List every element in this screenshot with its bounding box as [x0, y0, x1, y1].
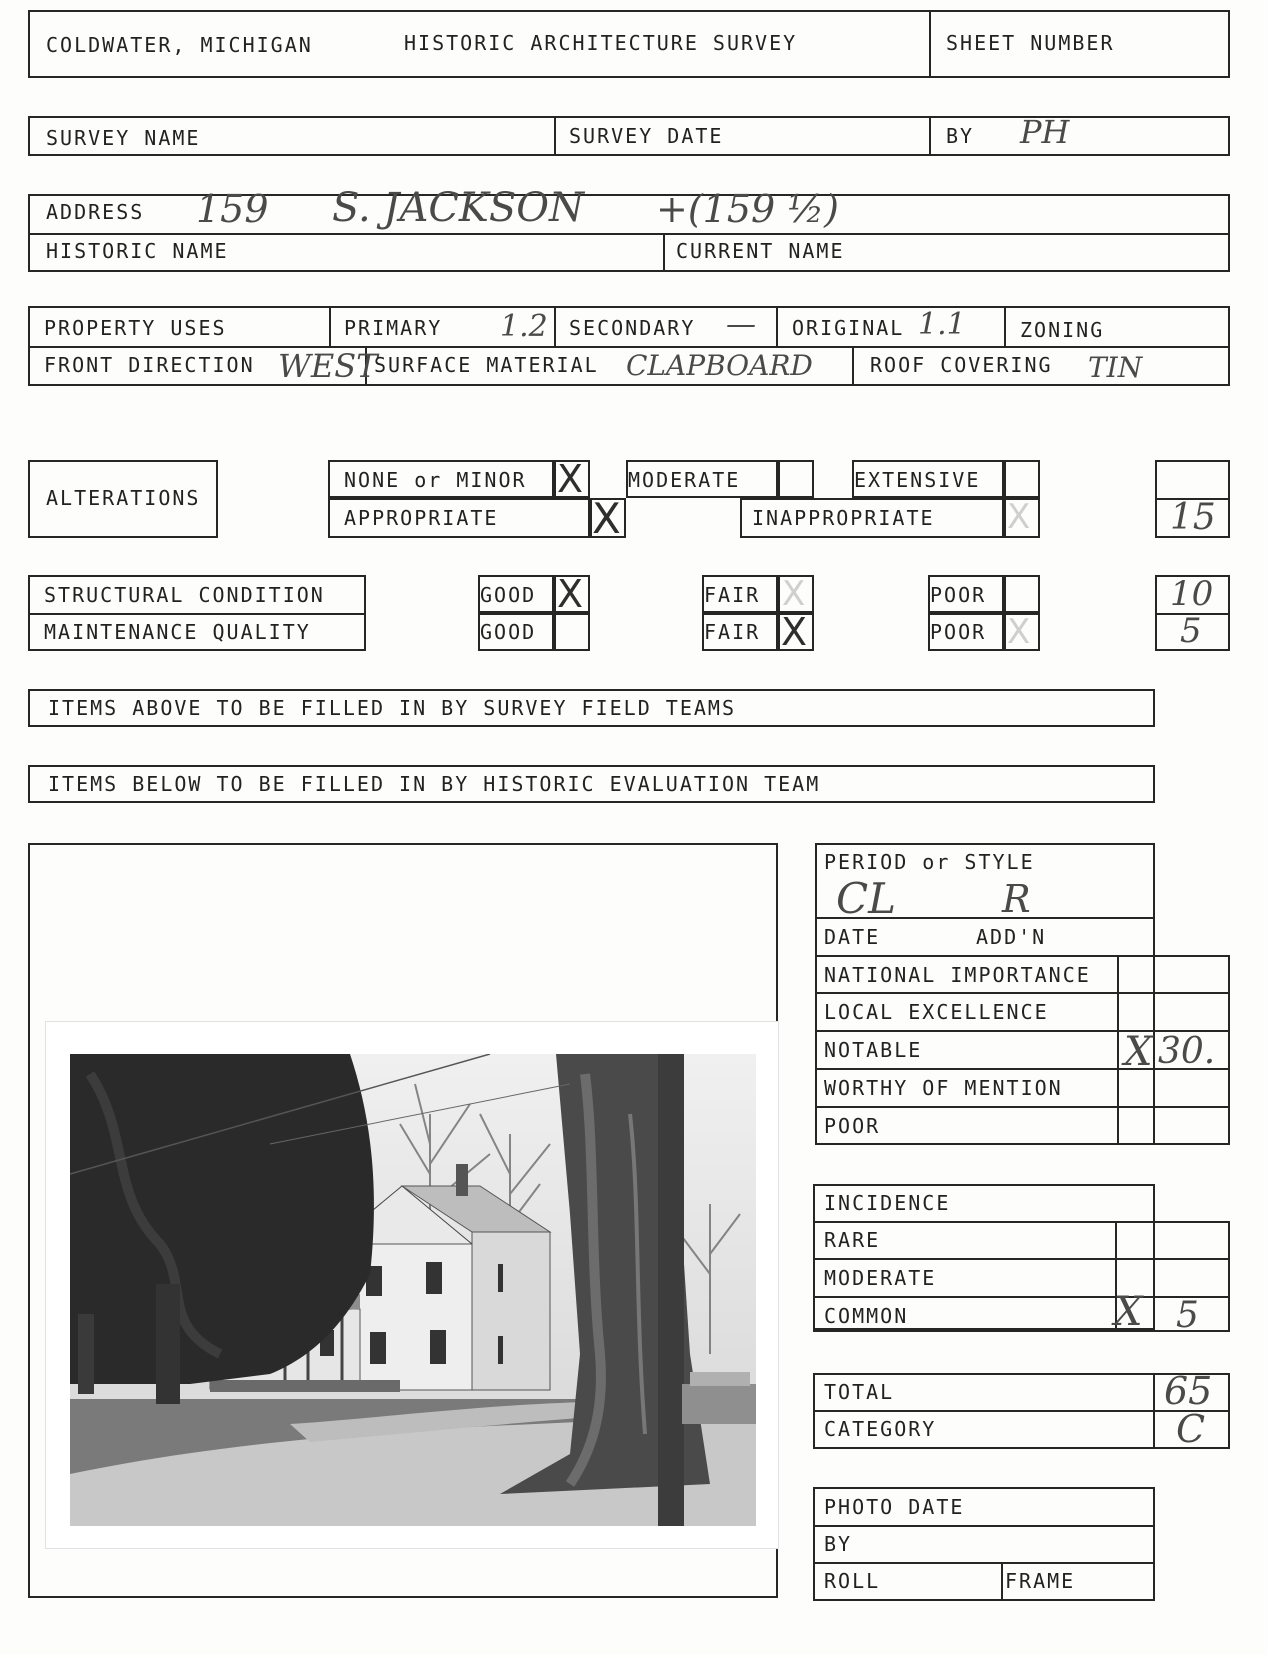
primary-label: PRIMARY	[344, 316, 443, 340]
good-maintenance-label: GOOD	[480, 620, 537, 644]
poor-maintenance-label: POOR	[930, 620, 987, 644]
period-label: PERIOD or STYLE	[824, 850, 1035, 874]
historic-name-label: HISTORIC NAME	[46, 239, 229, 263]
category-label: CATEGORY	[824, 1417, 937, 1441]
eval-poor-label: POOR	[824, 1114, 881, 1138]
address-number: 159	[196, 187, 269, 231]
local-label: LOCAL EXCELLENCE	[824, 1000, 1049, 1024]
poor-structural-label: POOR	[930, 583, 987, 607]
survey-name-label: SURVEY NAME	[46, 126, 201, 150]
secondary-value: —	[726, 307, 756, 342]
city-label: COLDWATER, MICHIGAN	[46, 33, 313, 57]
by-label: BY	[946, 124, 975, 148]
moderate-label: MODERATE	[628, 468, 741, 492]
eval-line-worthy	[815, 1106, 1230, 1108]
common-mark: X	[1114, 1289, 1143, 1335]
fair-structural-check: X	[782, 574, 806, 614]
good-structural-label: GOOD	[480, 583, 537, 607]
appropriate-check: X	[592, 494, 621, 543]
prop-v2	[554, 306, 556, 346]
poor-maintenance-check: X	[1007, 612, 1031, 652]
common-score: 5	[1176, 1295, 1199, 1336]
none-minor-label: NONE or MINOR	[344, 468, 527, 492]
roll-label: ROLL	[824, 1569, 881, 1593]
current-name-label: CURRENT NAME	[676, 239, 845, 263]
total-value: 65	[1164, 1369, 1213, 1413]
surface-material-value: CLAPBOARD	[626, 349, 813, 382]
roll-frame-divider	[1001, 1562, 1003, 1601]
poor-structural-checkbox[interactable]	[1004, 575, 1040, 613]
roof-covering-label: ROOF COVERING	[870, 353, 1053, 377]
prop-v6	[852, 346, 854, 386]
incidence-moderate-label: MODERATE	[824, 1266, 937, 1290]
incidence-label: INCIDENCE	[824, 1191, 951, 1215]
address-street: S. JACKSON	[332, 185, 585, 231]
notable-label: NOTABLE	[824, 1038, 923, 1062]
above-note: ITEMS ABOVE TO BE FILLED IN BY SURVEY FIELD TEAMS	[48, 696, 737, 720]
alterations-label: ALTERATIONS	[46, 486, 201, 510]
prop-v4	[1004, 306, 1006, 346]
totals-col	[1153, 1373, 1155, 1449]
none-minor-check: X	[557, 457, 584, 501]
house-photo	[70, 1054, 756, 1526]
front-direction-label: FRONT DIRECTION	[44, 353, 255, 377]
surface-material-label: SURFACE MATERIAL	[374, 353, 599, 377]
photo-by-label: BY	[824, 1532, 853, 1556]
total-label: TOTAL	[824, 1380, 895, 1404]
incidence-line-2	[813, 1258, 1230, 1260]
eval-date-label: DATE	[824, 925, 881, 949]
extensive-label: EXTENSIVE	[854, 468, 981, 492]
eval-line-poor	[815, 1143, 1230, 1145]
frame-label: FRAME	[1005, 1569, 1076, 1593]
appropriate-label: APPROPRIATE	[344, 506, 499, 530]
maintenance-label: MAINTENANCE QUALITY	[44, 620, 311, 644]
front-direction-value: WEST	[278, 347, 378, 385]
survey-divider-2	[929, 116, 931, 156]
incidence-line-4	[813, 1330, 1230, 1332]
survey-divider-1	[554, 116, 556, 156]
worthy-label: WORTHY OF MENTION	[824, 1076, 1063, 1100]
eval-score-col	[1228, 955, 1230, 1145]
roof-covering-value: TIN	[1088, 351, 1143, 384]
national-label: NATIONAL IMPORTANCE	[824, 963, 1091, 987]
condition-divider	[28, 613, 366, 615]
notable-mark: X	[1124, 1029, 1153, 1075]
eval-check-col	[1117, 955, 1119, 1145]
secondary-label: SECONDARY	[569, 316, 696, 340]
good-maintenance-checkbox[interactable]	[554, 613, 590, 651]
address-extra: +(159 ½)	[656, 187, 839, 231]
extensive-checkbox[interactable]	[1004, 460, 1040, 498]
maintenance-score: 5	[1180, 611, 1202, 651]
structural-label: STRUCTURAL CONDITION	[44, 583, 325, 607]
inappropriate-check: X	[1007, 497, 1031, 537]
primary-value: 1.2	[500, 309, 548, 344]
structural-score: 10	[1170, 574, 1214, 614]
period-value-2: R	[1002, 877, 1031, 921]
name-divider	[663, 233, 665, 272]
eval-line-date	[815, 955, 1230, 957]
prop-v1	[329, 306, 331, 346]
period-value-1: CL	[836, 874, 897, 923]
house-photo-image	[70, 1054, 756, 1526]
property-uses-label: PROPERTY USES	[44, 316, 227, 340]
survey-date-label: SURVEY DATE	[569, 124, 724, 148]
fair-maintenance-label: FAIR	[704, 620, 761, 644]
address-label: ADDRESS	[46, 200, 145, 224]
zoning-label: ZONING	[1020, 318, 1105, 342]
good-structural-check: X	[557, 572, 584, 616]
eval-line-national	[815, 992, 1230, 994]
below-note: ITEMS BELOW TO BE FILLED IN BY HISTORIC EVALUATION TEAM	[48, 772, 821, 796]
property-divider	[28, 346, 1230, 348]
rare-label: RARE	[824, 1228, 881, 1252]
survey-title: HISTORIC ARCHITECTURE SURVEY	[404, 31, 798, 55]
photo-info-line-2	[813, 1562, 1155, 1564]
category-value: C	[1176, 1407, 1206, 1451]
incidence-score-col	[1228, 1221, 1230, 1332]
fair-structural-label: FAIR	[704, 583, 761, 607]
prop-v3	[776, 306, 778, 346]
notable-score: 30.	[1158, 1031, 1216, 1072]
moderate-checkbox[interactable]	[778, 460, 814, 498]
original-value: 1.1	[918, 307, 966, 342]
fair-maintenance-check: X	[781, 610, 808, 654]
sheet-number-label: SHEET NUMBER	[946, 31, 1115, 55]
incidence-line-3	[813, 1296, 1230, 1298]
address-divider	[28, 233, 1230, 235]
photo-date-label: PHOTO DATE	[824, 1495, 965, 1519]
incidence-line-1	[813, 1221, 1230, 1223]
alterations-score: 15	[1170, 497, 1216, 538]
addn-label: ADD'N	[976, 925, 1047, 949]
common-label: COMMON	[824, 1304, 909, 1328]
by-value: PH	[1020, 113, 1070, 151]
header-divider	[929, 10, 931, 78]
inappropriate-label: INAPPROPRIATE	[752, 506, 935, 530]
original-label: ORIGINAL	[792, 316, 905, 340]
photo-info-line-1	[813, 1525, 1155, 1527]
